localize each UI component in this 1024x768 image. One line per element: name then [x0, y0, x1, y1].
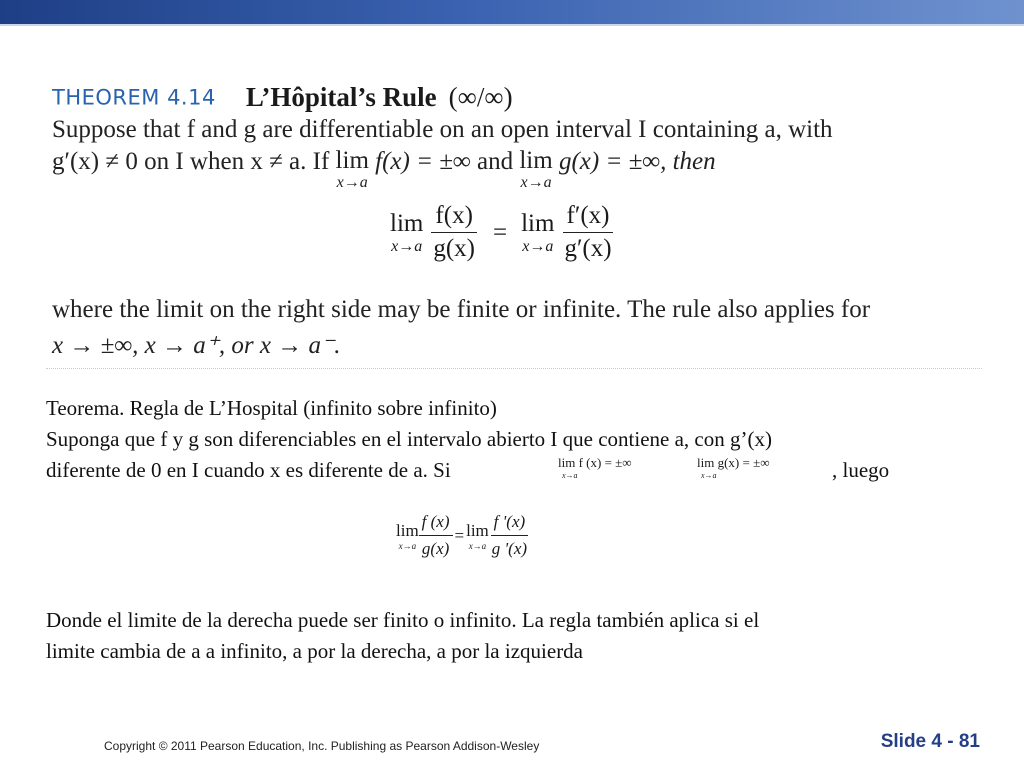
- fraction-left-den: g(x): [421, 539, 450, 558]
- spanish-line-4: Donde el limite de la derecha puede ser finito o infinito. La regla también aplica si el: [46, 608, 760, 632]
- slide-number: Slide 4 - 81: [880, 731, 980, 752]
- lim-subscript: x→a: [398, 540, 417, 551]
- eq-limit-right: [466, 521, 489, 551]
- theorem-line-4: x → ±∞, x → a⁺, or x → a⁻.: [52, 332, 341, 359]
- limit-f-expr: f(x) = ±∞: [375, 148, 471, 175]
- lim-subscript: x→a: [468, 540, 487, 551]
- theorem-label: THEOREM 4.14: [52, 85, 216, 110]
- spanish-line-1: Teorema. Regla de L’Hospital (infinito sobre infinito): [46, 396, 497, 420]
- theorem-line-3: where the limit on the right side may be finite or infinite. The rule also applies for: [52, 296, 871, 323]
- theorem-heading: [52, 82, 513, 118]
- spanish-line-3: [46, 458, 451, 483]
- equals-sign: =: [454, 525, 465, 545]
- spanish-line-2: Suponga que f y g son diferenciables en el intervalo abierto I que contiene a, con g’(x): [46, 427, 772, 451]
- fraction-left: [419, 512, 453, 559]
- spanish-line-5: limite cambia de a a infinito, a por la derecha, a por la izquierda: [46, 639, 584, 663]
- spanish-limit-g: [697, 455, 769, 480]
- spanish-limit-g-expr: lim g(x) = ±∞: [697, 455, 770, 470]
- theorem-name: L’Hôpital’s Rule: [245, 82, 437, 112]
- eq-limit-left: [396, 521, 419, 551]
- lim-subscript: x→a: [562, 471, 578, 480]
- top-banner-divider: [0, 24, 1024, 26]
- limit-g-expr: g(x) = ±∞, then: [558, 148, 716, 175]
- spanish-limit-f: [558, 455, 632, 480]
- limit-g: [519, 148, 552, 191]
- lim-word: lim: [466, 520, 489, 540]
- limit-f: [336, 148, 369, 191]
- spanish-line-3-text: diferente de 0 en I cuando x es diferente de a. Si: [46, 458, 451, 482]
- fraction-right-num: f '(x): [491, 512, 528, 536]
- fraction-left-den: g(x): [433, 235, 475, 262]
- fraction-left-num: f(x): [431, 202, 476, 233]
- fraction-left-num: f (x): [419, 512, 453, 536]
- spanish-limit-f-expr: lim f (x) = ±∞: [558, 455, 632, 470]
- eq-limit-left: [390, 210, 423, 256]
- fraction-right-den: g '(x): [491, 539, 528, 558]
- divider: [46, 368, 982, 369]
- theorem-condition: (∞/∞): [448, 82, 513, 112]
- fraction-right: [560, 202, 615, 263]
- theorem-and: and: [477, 148, 514, 175]
- fraction-right-den: g′(x): [564, 235, 612, 262]
- equals-sign: =: [493, 218, 508, 246]
- lim-subscript: x→a: [522, 237, 554, 255]
- spanish-line-3-end: , luego: [832, 458, 890, 482]
- lim-word: lim: [519, 147, 553, 174]
- lim-word: lim: [396, 520, 419, 540]
- theorem-line-2-text: g′(x) ≠ 0 on I when x ≠ a. If: [52, 148, 330, 175]
- lim-subscript: x→a: [391, 237, 423, 255]
- eq-limit-right: [521, 210, 554, 256]
- theorem-equation: [390, 202, 616, 263]
- lim-word: lim: [390, 209, 424, 237]
- lim-subscript: x→a: [336, 174, 368, 191]
- lim-word: lim: [521, 209, 555, 237]
- copyright-text: Copyright © 2011 Pearson Education, Inc. Publishing as Pearson Addison-Wesley: [104, 739, 540, 753]
- theorem-line-2: [52, 148, 716, 191]
- lim-word: lim: [335, 147, 369, 174]
- fraction-right-num: f′(x): [563, 202, 614, 233]
- top-banner: [0, 0, 1024, 24]
- fraction-left: [429, 202, 479, 263]
- spanish-equation: [396, 512, 530, 559]
- fraction-right: [489, 512, 530, 559]
- theorem-line-1: Suppose that f and g are differentiable on an open interval I containing a, with: [52, 116, 833, 143]
- lim-subscript: x→a: [701, 471, 717, 480]
- lim-subscript: x→a: [520, 174, 552, 191]
